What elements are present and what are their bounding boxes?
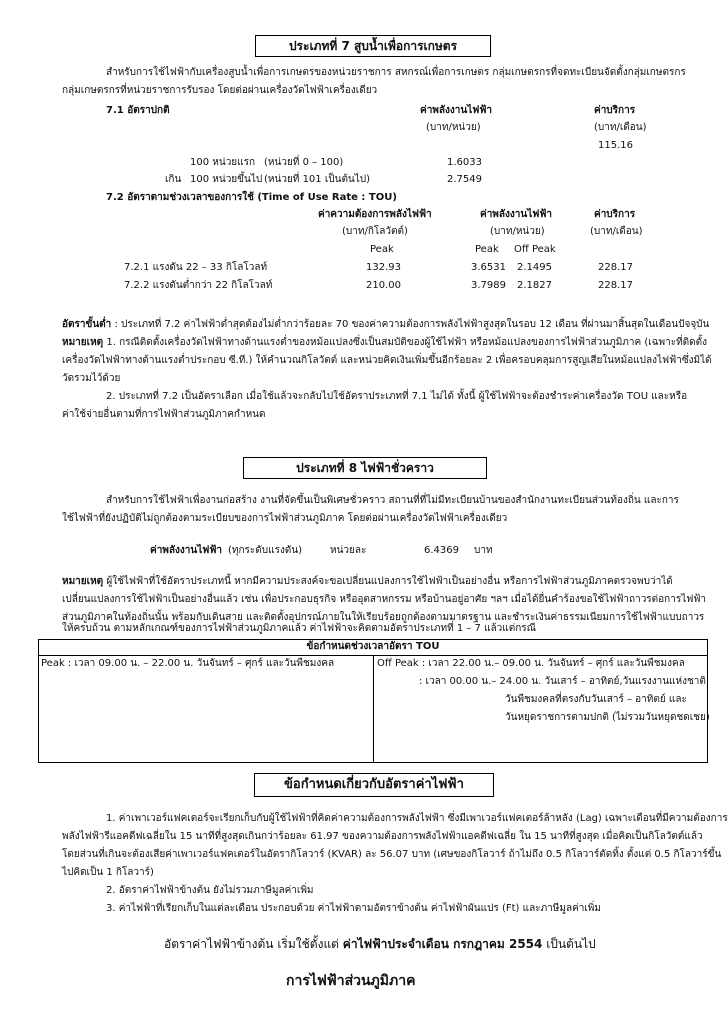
type7-note-1b: เครื่องวัดไฟฟ้าทางด้านแรงต่ำประกอบ ซี.ที.) ให้คำนวณกิโลวัตต์ และหน่วยคิดเงินเพิ่มขึ้นอีกร้อยละ 2 เพื่อครอบคลุมการสูญเสียในหม้อแปลงไฟฟ้าซึ่งมิได้ (62, 355, 712, 366)
type8-note-2: เปลี่ยนแปลงการใช้ไฟฟ้าเป็นอย่างอื่นแล้ว เช่น เพื่อประกอบธุรกิจ หรืออุตสาหกรรม หรือบ้านอยู่อาศัย ฯลฯ เมื่อได้ยื่นคำร้องขอใช้ไฟฟ้าถาวรต่อการไฟฟ้า (62, 594, 707, 605)
s71-row-value: 2.7549 (447, 174, 482, 185)
s72-sub-demand-peak: Peak (370, 244, 394, 255)
effective-date-line (164, 936, 596, 952)
s72-col-energy: ค่าพลังงานไฟฟ้า (480, 209, 553, 220)
type7-note-1c: วัดรวมไว้ด้วย (62, 373, 121, 384)
s72-row-peak: 3.7989 (471, 280, 506, 291)
type7-note-2b: ค่าใช้จ่ายอื่นตามที่การไฟฟ้าส่วนภูมิภาคกำหนด (62, 409, 266, 420)
s72-col-demand: ค่าความต้องการพลังไฟฟ้า (318, 209, 432, 220)
s72-row-service: 228.17 (598, 280, 633, 291)
type7-heading: ประเภทที่ 7 สูบน้ำเพื่อการเกษตร (255, 35, 491, 57)
type8-value: 6.4369 (424, 545, 459, 556)
type8-intro-line2: ใช้ไฟฟ้าที่ยังปฏิบัติไม่ถูกต้องตามระเบียบของการไฟฟ้าส่วนภูมิภาค โดยต่อผ่านเครื่องวัดไฟฟ้าเครื่องเดียว (62, 513, 508, 524)
s72-col-service-unit: (บาท/เดือน) (590, 226, 643, 237)
min-rate-text: : ประเภทที่ 7.2 ค่าไฟฟ้าต่ำสุดต้องไม่ต่ำกว่าร้อยละ 70 ของค่าความต้องการพลังไฟฟ้าสูงสุดในรอบ 12 เดือน ที่ผ่านมาสิ้นสุดในเดือนปัจจุบัน (111, 319, 710, 330)
tou-title: ข้อกำหนดช่วงเวลาอัตรา TOU (306, 641, 440, 652)
s72-row-offpeak: 2.1495 (517, 262, 552, 273)
s71-col-service-unit: (บาท/เดือน) (594, 122, 647, 133)
s71-col-energy-unit: (บาท/หน่วย) (426, 122, 481, 133)
s72-col-service: ค่าบริการ (594, 209, 636, 220)
type7-note-label: หมายเหตุ (62, 337, 104, 348)
tou-offpeak-1: Off Peak : เวลา 22.00 น.– 09.00 น. วันจันทร์ – ศุกร์ และวันพืชมงคล (377, 658, 685, 669)
s72-row-service: 228.17 (598, 262, 633, 273)
s71-row-range: (หน่วยที่ 0 – 100) (264, 157, 344, 168)
effective-suffix: เป็นต้นไป (546, 937, 596, 951)
type8-intro-line1: สำหรับการใช้ไฟฟ้าเพื่องานก่อสร้าง งานที่จัดขึ้นเป็นพิเศษชั่วคราว สถานที่ที่ไม่มีทะเบียนบ้านของสำนักงานทะเบียนส่วนท้องถิ่น และการ (106, 495, 679, 506)
type7-intro-line2: กลุ่มเกษตรกรที่หน่วยราชการรับรอง โดยต่อผ่านเครื่องวัดไฟฟ้าเครื่องเดียว (62, 85, 378, 96)
s72-row-demand: 132.93 (366, 262, 401, 273)
s72-row-offpeak: 2.1827 (517, 280, 552, 291)
type7-note-1a: 1. กรณีติดตั้งเครื่องวัดไฟฟ้าทางด้านแรงต่ำของหม้อแปลงซึ่งเป็นสมบัติของผู้ใช้ไฟฟ้า หรือหม้อแปลงของการไฟฟ้าส่วนภูมิภาค (เฉพาะที่ติดตั้ง (103, 337, 708, 348)
tou-table (38, 639, 708, 763)
s72-row-peak: 3.6531 (471, 262, 506, 273)
type8-energy-label: ค่าพลังงานไฟฟ้า (150, 545, 223, 556)
type8-note-4-visible: ให้ครบถ้วน ตามหลักเกณฑ์ของการไฟฟ้าส่วนภูมิภาคแล้ว ค่าไฟฟ้าจะคิดตามอัตราประเภทที่ 1 – 7 แล้วแต่กรณี (62, 623, 536, 634)
condition-3: 3. ค่าไฟฟ้าที่เรียกเก็บในแต่ละเดือน ประกอบด้วย ค่าไฟฟ้าตามอัตราข้างต้น ค่าไฟฟ้าผันแปร (Ft) และภาษีมูลค่าเพิ่ม (106, 903, 601, 914)
tou-offpeak-3: วันพืชมงคลที่ตรงกับวันเสาร์ – อาทิตย์ และ (505, 694, 687, 705)
s72-col-demand-unit: (บาท/กิโลวัตต์) (342, 226, 408, 237)
s71-row-prefix: เกิน (165, 174, 182, 185)
condition-2: 2. อัตราค่าไฟฟ้าข้างต้น ยังไม่รวมภาษีมูลค่าเพิ่ม (106, 885, 314, 896)
s71-col-service: ค่าบริการ (594, 105, 636, 116)
conditions-heading: ข้อกำหนดเกี่ยวกับอัตราค่าไฟฟ้า (254, 773, 494, 797)
type8-unit-label: หน่วยละ (330, 545, 367, 556)
effective-prefix: อัตราค่าไฟฟ้าข้างต้น เริ่มใช้ตั้งแต่ (164, 937, 339, 951)
s71-title: 7.1 อัตราปกติ (106, 105, 170, 116)
type8-note-3: ส่วนภูมิภาคในท้องถิ่นนั้น พร้อมกับเดินสาย และติดตั้งอุปกรณ์ภายในให้เรียบร้อยถูกต้องตามมาตรฐาน และชำระเงินค่าธรรมเนียมการใช้ไฟฟ้าแบบถาวร (62, 612, 705, 623)
s71-row: 100 หน่วยแรก (190, 157, 256, 168)
type7-note-2a: 2. ประเภทที่ 7.2 เป็นอัตราเลือก เมื่อใช้แล้วจะกลับไปใช้อัตราประเภทที่ 7.1 ไม่ได้ ทั้งนี้ ผู้ใช้ไฟฟ้าจะต้องชำระค่าเครื่องวัด TOU และหรือ (106, 391, 688, 402)
tou-peak: Peak : เวลา 09.00 น. – 22.00 น. วันจันทร์ – ศุกร์ และวันพืชมงคล (41, 658, 335, 669)
s71-row-value: 1.6033 (447, 157, 482, 168)
tou-column-divider (373, 656, 374, 762)
condition-1d: ไปคิดเป็น 1 กิโลวาร์) (62, 867, 154, 878)
s72-col-energy-unit: (บาท/หน่วย) (490, 226, 545, 237)
type8-note-line1 (62, 575, 673, 589)
s71-row-range: (หน่วยที่ 101 เป็นต้นไป) (264, 174, 371, 185)
s72-row-label: 7.2.2 แรงดันต่ำกว่า 22 กิโลโวลท์ (124, 280, 273, 291)
s72-row-label: 7.2.1 แรงดัน 22 – 33 กิโลโวลท์ (124, 262, 268, 273)
condition-1c: โดยส่วนที่เกินจะต้องเสียค่าเพาเวอร์แฟคเตอร์ในอัตรากิโลวาร์ (KVAR) ละ 56.07 บาท (เศษของกิโลวาร์ ถ้าไม่ถึง 0.5 กิโลวาร์ตัดทิ้ง ตั้งแต่ 0.5 กิโลวาร์ขึ้น (62, 849, 722, 860)
s72-sub-offpeak: Off Peak (514, 244, 556, 255)
type7-intro-line1: สำหรับการใช้ไฟฟ้ากับเครื่องสูบน้ำเพื่อการเกษตรของหน่วยราชการ สหกรณ์เพื่อการเกษตร กลุ่มเกษตรกรที่จดทะเบียนจัดตั้งกลุ่มเกษตรกร (106, 67, 686, 78)
min-rate-label: อัตราขั้นต่ำ (62, 319, 112, 330)
tou-offpeak-4: วันหยุดราชการตามปกติ (ไม่รวมวันหยุดชดเชย) (505, 712, 710, 723)
s72-sub-peak: Peak (475, 244, 499, 255)
effective-bold: ค่าไฟฟ้าประจำเดือน กรกฎาคม 2554 (342, 937, 543, 951)
type7-note-line1 (62, 336, 707, 350)
type8-energy-note: (ทุกระดับแรงดัน) (228, 545, 303, 556)
condition-1a: 1. ค่าเพาเวอร์แฟคเตอร์จะเรียกเก็บกับผู้ใช้ไฟฟ้าที่คิดค่าความต้องการพลังไฟฟ้า ซึ่งมีเพาเวอร์แฟคเตอร์ล้าหลัง (Lag) เฉพาะเดือนที่มีความต้องการ (106, 813, 728, 824)
type8-note-label: หมายเหตุ (62, 576, 104, 587)
organization-name: การไฟฟ้าส่วนภูมิภาค (286, 973, 416, 989)
tou-offpeak-2: : เวลา 00.00 น.– 24.00 น. วันเสาร์ – อาทิตย์,วันแรงงานแห่งชาติ, (419, 676, 710, 687)
type8-heading: ประเภทที่ 8 ไฟฟ้าชั่วคราว (243, 457, 487, 479)
type8-currency: บาท (474, 545, 493, 556)
s72-row-demand: 210.00 (366, 280, 401, 291)
min-rate-line (62, 318, 709, 332)
s71-service-value: 115.16 (598, 140, 633, 151)
condition-1b: พลังไฟฟ้ารีแอคตีฟเฉลี่ยใน 15 นาทีที่สูงสุดเกินกว่าร้อยละ 61.97 ของความต้องการพลังไฟฟ้าแอคตีฟเฉลี่ย ใน 15 นาทีที่สูงสุด เมื่อคิดเป็นกิโลวัตต์แล้ว (62, 831, 703, 842)
s71-row: 100 หน่วยขึ้นไป (190, 174, 263, 185)
s71-col-energy: ค่าพลังงานไฟฟ้า (420, 105, 493, 116)
s72-title: 7.2 อัตราตามช่วงเวลาของการใช้ (Time of Use Rate : TOU) (106, 192, 397, 203)
type8-note-1: ผู้ใช้ไฟฟ้าที่ใช้อัตราประเภทนี้ หากมีความประสงค์จะขอเปลี่ยนแปลงการใช้ไฟฟ้าเป็นอย่างอื่น หรือการไฟฟ้าส่วนภูมิภาคตรวจพบว่าได้ (103, 576, 673, 587)
